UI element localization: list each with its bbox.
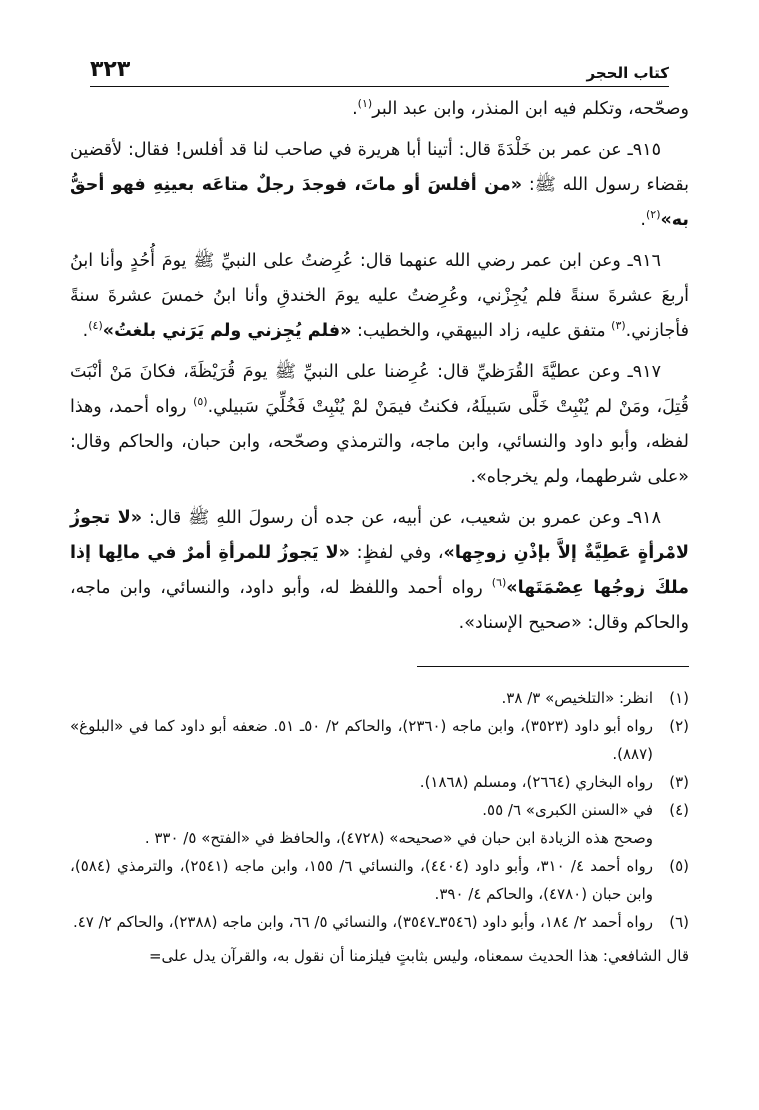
footnote-number: (٤) <box>669 801 689 819</box>
chapter-title: كتاب الحجر <box>586 64 669 82</box>
page-header <box>90 42 669 87</box>
footnote <box>70 768 689 796</box>
footnote-number: (٢) <box>669 717 689 735</box>
footnote-number: (٥) <box>669 857 689 875</box>
paragraph <box>70 133 689 238</box>
hadith-quote: «فلم يُجِزني ولم يَرَني بلغتُ» <box>102 321 352 341</box>
text-segment: ٩١٦ـ وعن ابن عمر رضي الله عنهما قال: عُرِضتُ على النبيِّ ﷺ يومَ أُحُدٍ وأنا ابنُ أربعَ عشرةَ سنةً فلم يُجِزْني، وعُرِضتُ عليه يومَ الخندقِ وأنا ابنُ خمسَ عشرةَ سنةً فأجازني. <box>70 251 689 341</box>
text-segment: . <box>640 210 646 230</box>
footnote-number: (٣) <box>669 773 689 791</box>
page-number: ٣٢٣ <box>90 57 131 82</box>
text-segment: وصحّحه، وتكلم فيه ابن المنذر، وابن عبد البر <box>372 99 689 119</box>
text-segment: ٩١٥ـ عن عمر بن خَلْدَةَ قال: أتينا أبا هريرة في صاحب لنا قد أفلس! فقال: لأقضين بقضاء رسول الله ﷺ: <box>70 140 689 195</box>
footnote-text: في «السنن الكبرى» ٦/ ٥٥. <box>482 801 653 819</box>
footnote-ref: (٥) <box>193 395 208 409</box>
footnote-ref: (٦) <box>491 576 507 590</box>
text-segment: رواه أحمد واللفظ له، وأبو داود، والنسائي، وابن ماجه، والحاكم وقال: «صحيح الإسناد». <box>70 578 689 633</box>
footnote-text: انظر: «التلخيص» ٣/ ٣٨. <box>501 689 653 707</box>
text-segment: رواه أحمد، وهذا لفظه، وأبو داود والنسائي، وابن ماجه، والترمذي وصحّحه، وابن حبان، والحاكم وقال: «على شرطهما، ولم يخرجاه». <box>70 397 689 487</box>
footnote-number: (٦) <box>669 913 689 931</box>
paragraph <box>70 244 689 349</box>
footnote-text: رواه أحمد ٢/ ١٨٤، وأبو داود (٣٥٤٦ـ٣٥٤٧)، والنسائي ٥/ ٦٦، وابن ماجه (٢٣٨٨)، والحاكم ٢/ ٤٧. <box>72 913 653 931</box>
footnote-text: رواه البخاري (٢٦٦٤)، ومسلم (١٨٦٨). <box>419 773 653 791</box>
footnotes <box>70 684 689 970</box>
footnote <box>70 852 689 908</box>
footnote-text: رواه أحمد ٤/ ٣١٠، وأبو داود (٤٤٠٤)، والنسائي ٦/ ١٥٥، وابن ماجه (٢٥٤١)، والترمذي (٥٨٤)، وابن حبان (٤٧٨٠)، والحاكم ٤/ ٣٩٠. <box>70 857 653 903</box>
footnote-ref: (٤) <box>88 319 103 333</box>
footnote-ref: (٢) <box>645 208 661 222</box>
footnote-continuation-line: وصحح هذه الزيادة ابن حبان في «صحيحه» (٤٧٢٨)، والحافظ في «الفتح» ٥/ ٣٣٠ . <box>144 829 653 847</box>
footnote-number: (١) <box>669 689 689 707</box>
text-segment: ٩١٧ـ وعن عطيَّةَ القُرَظيِّ قال: عُرِضنا على النبيِّ ﷺ يومَ قُرَيْظَةَ، فكانَ مَنْ أنْبَتَ قُتِلَ، ومَنْ لم يُنْبِتْ خَلَّى سَبيلَهُ، فكنتُ فيمَنْ لمْ يُنْبِتْ فَخُلِّيَ سَبيلي. <box>70 362 690 417</box>
paragraph <box>70 92 689 127</box>
hadith-quote: «لا تجوزُ لامْرأةٍ عَطِيَّةٌ إلاَّ بإذْنِ زوجِها» <box>70 508 689 563</box>
footnote <box>70 684 689 712</box>
text-segment: متفق عليه، زاد البيهقي، والخطيب: <box>351 321 612 341</box>
paragraph <box>70 501 689 641</box>
text-segment: . <box>352 99 358 119</box>
footnote-divider <box>417 666 689 667</box>
footnote <box>70 712 689 768</box>
paragraph <box>70 355 689 495</box>
footnote-ref: (١) <box>357 97 373 111</box>
text-segment: . <box>82 321 89 341</box>
text-segment: ٩١٨ـ وعن عمرو بن شعيب، عن أبيه، عن جده أن رسولَ اللهِ ﷺ قال: <box>142 508 661 528</box>
footnote-overflow-text: قال الشافعي: هذا الحديث سمعناه، وليس بثابتٍ فيلزمنا أن نقول به، والقرآن يدل على= <box>148 947 689 965</box>
hadith-quote: «لا يَجوزُ للمرأةِ أمرٌ في مالِها إذا ملكَ زوجُها عِصْمَتَها» <box>70 543 689 598</box>
main-text <box>70 92 689 647</box>
footnote <box>70 796 689 824</box>
hadith-quote: «من أفلسَ أو ماتَ، فوجدَ رجلٌ متاعَه بعينِهِ فهو أحقُّ به» <box>70 175 689 230</box>
footnote-ref: (٣) <box>611 319 626 333</box>
text-segment: ، وفي لفظٍ: <box>349 543 444 563</box>
footnote-text: رواه أبو داود (٣٥٢٣)، وابن ماجه (٢٣٦٠)، والحاكم ٢/ ٥٠ـ ٥١. ضعفه أبو داود كما في «البلوغ» (٨٨٧). <box>70 717 653 763</box>
footnote <box>70 908 689 936</box>
